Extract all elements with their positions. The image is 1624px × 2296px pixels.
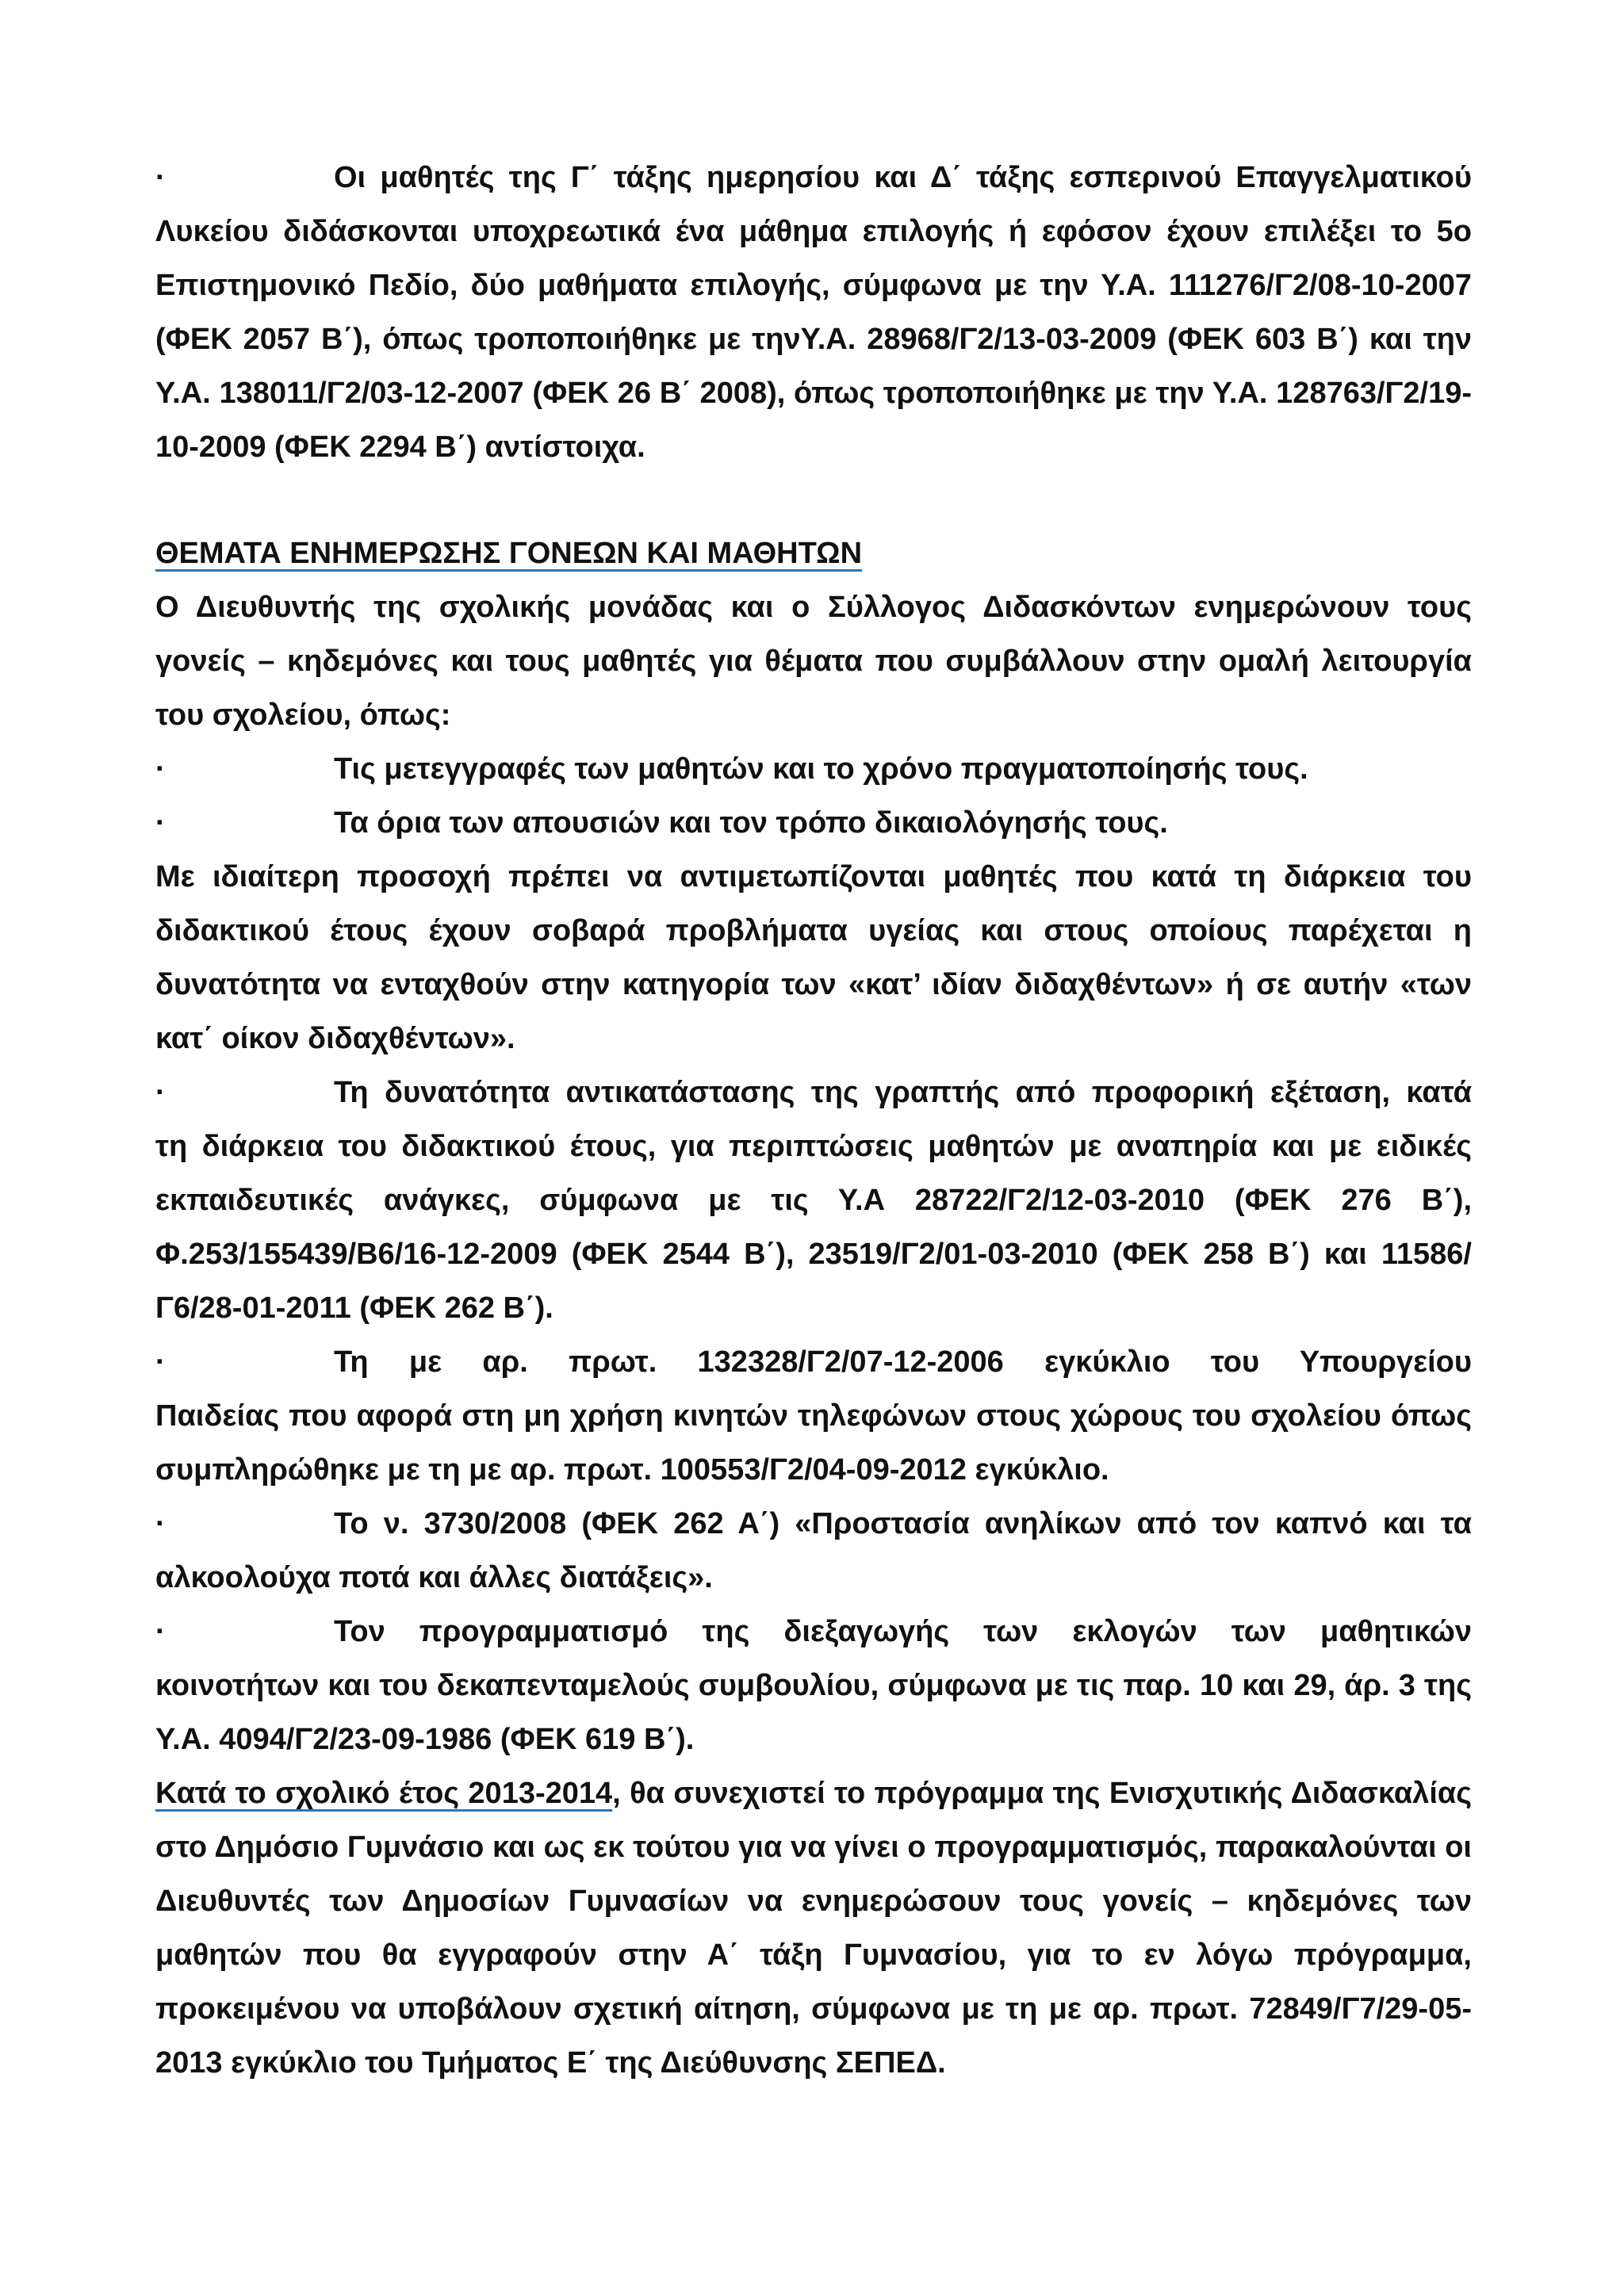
remedial-teaching-text: , θα συνεχιστεί το πρόγραμμα της Ενισχυτικής Διδασκαλίας στο Δημόσιο Γυμνάσιο και ως εκ τούτου για να γίνει ο προγραμματισμός, παρακαλούνται οι Διευθυντές των Δημοσίων Γυμνασίων να ενημερώσουν τους γονείς – κηδεμόνες των μαθητών που θα εγγραφούν στην Α΄ τάξη Γυμνασίου, για το εν λόγω πρόγραμμα, προκειμένου να υποβάλουν σχετική αίτηση, σύμφωνα με τη με αρ. πρωτ. 72849/Γ7/29-05-2013 εγκύκλιο του Τμήματος Ε΄ της Διεύθυνσης ΣΕΠΕΔ. [155, 1777, 1472, 2080]
bullet-smoking-law-first-line: Το ν. 3730/2008 (ΦΕΚ 262 Α΄) «Προστασία ανηλίκων από τον καπνό και τα [334, 1507, 1472, 1540]
bullet-oral-exam-first-line: Τη δυνατότητα αντικατάστασης της γραπτής από προφορική εξέταση, κατά [334, 1076, 1472, 1109]
student-elections-continuation: κοινοτήτων και του δεκαπενταμελούς συμβουλίου, σύμφωνα με τις παρ. 10 και 29, άρ. 3 της Υ.Α. 4094/Γ2/23-09-1986 (ΦΕΚ 619 Β΄). [155, 1669, 1472, 1756]
bullet-smoking-law [155, 1497, 1472, 1551]
school-year-underlined: Κατά το σχολικό έτος 2013-2014 [155, 1777, 613, 1810]
bullet-oral-exam [155, 1066, 1472, 1119]
bullet-dot: · [155, 161, 166, 194]
smoking-law-continuation: αλκοολούχα ποτά και άλλες διατάξεις». [155, 1561, 713, 1594]
bullet-dot: · [155, 1615, 166, 1648]
bullet-text-first-line: Οι μαθητές της Γ΄ τάξης ημερησίου και Δ΄ τάξης εσπερινού Επαγγελματικού [334, 161, 1472, 194]
intro-paragraph: Ο Διευθυντής της σχολικής μονάδας και ο Σύλλογος Διδασκόντων ενημερώνουν τους γονείς – κηδεμόνες και τους μαθητές για θέματα που συμβάλλουν στην ομαλή λειτουργία του σχολείου, όπως: [155, 591, 1472, 732]
bullet-dot: · [155, 806, 166, 840]
bullet-dot: · [155, 752, 166, 786]
bullet-absences [155, 796, 1472, 850]
bullet-student-elections-first-line: Τον προγραμματισμό της διεξαγωγής των εκλογών των μαθητικών [334, 1615, 1472, 1648]
bullet-transfers [155, 742, 1472, 796]
mobile-phones-continuation: Παιδείας που αφορά στη μη χρήση κινητών τηλεφώνων στους χώρους του σχολείου όπως συμπληρώθηκε με τη με αρ. πρωτ. 100553/Γ2/04-09-2012 εγκύκλιο. [155, 1399, 1472, 1487]
bullet-mobile-phones-first-line: Τη με αρ. πρωτ. 132328/Γ2/07-12-2006 εγκύκλιο του Υπουργείου [334, 1345, 1472, 1379]
section-heading-text: ΘΕΜΑΤΑ ΕΝΗΜΕΡΩΣΗΣ ΓΟΝΕΩΝ ΚΑΙ ΜΑΘΗΤΩΝ [155, 537, 863, 570]
section-heading [155, 526, 1472, 580]
bullet-mobile-phones [155, 1335, 1472, 1389]
bullet-dot: · [155, 1076, 166, 1109]
paragraph-elective-courses-continuation: Λυκείου διδάσκονται υποχρεωτικά ένα μάθημα επιλογής ή εφόσον έχουν επιλέξει το 5ο Επιστημονικό Πεδίο, δύο μαθήματα επιλογής, σύμφωνα με την Υ.Α. 111276/Γ2/08-10-2007 (ΦΕΚ 2057 Β΄), όπως τροποποιήθηκε με τηνΥ.Α. 28968/Γ2/13-03-2009 (ΦΕΚ 603 Β΄) και την Υ.Α. 138011/Γ2/03-12-2007 (ΦΕΚ 26 Β΄ 2008), όπως τροποποιήθηκε με την Υ.Α. 128763/Γ2/19-10-2009 (ΦΕΚ 2294 Β΄) αντίστοιχα. [155, 215, 1472, 464]
oral-exam-continuation: τη διάρκεια του διδακτικού έτους, για περιπτώσεις μαθητών με αναπηρία και με ειδικές εκπαιδευτικές ανάγκες, σύμφωνα με τις Υ.Α 28722/Γ2/12-03-2010 (ΦΕΚ 276 Β΄), Φ.253/155439/Β6/16-12-2009 (ΦΕΚ 2544 Β΄), 23519/Γ2/01-03-2010 (ΦΕΚ 258 Β΄) και 11586/Γ6/28-01-2011 (ΦΕΚ 262 Β΄). [155, 1130, 1472, 1325]
bullet-paragraph-elective-courses [155, 151, 1472, 205]
document-body [155, 151, 1472, 2090]
bullet-absences-text: Τα όρια των απουσιών και τον τρόπο δικαιολόγησής τους. [334, 806, 1168, 840]
bullet-transfers-text: Τις μετεγγραφές των μαθητών και το χρόνο πραγματοποίησής τους. [334, 752, 1308, 786]
remedial-teaching-paragraph [155, 1766, 1472, 2090]
bullet-dot: · [155, 1507, 166, 1540]
bullet-student-elections [155, 1605, 1472, 1659]
health-paragraph: Με ιδιαίτερη προσοχή πρέπει να αντιμετωπίζονται μαθητές που κατά τη διάρκεια του διδακτικού έτους έχουν σοβαρά προβλήματα υγείας και στους οποίους παρέχεται η δυνατότητα να ενταχθούν στην κατηγορία των «κατ’ ιδίαν διδαχθέντων» ή σε αυτήν «των κατ΄ οίκον διδαχθέντων». [155, 860, 1472, 1055]
bullet-dot: · [155, 1345, 166, 1379]
